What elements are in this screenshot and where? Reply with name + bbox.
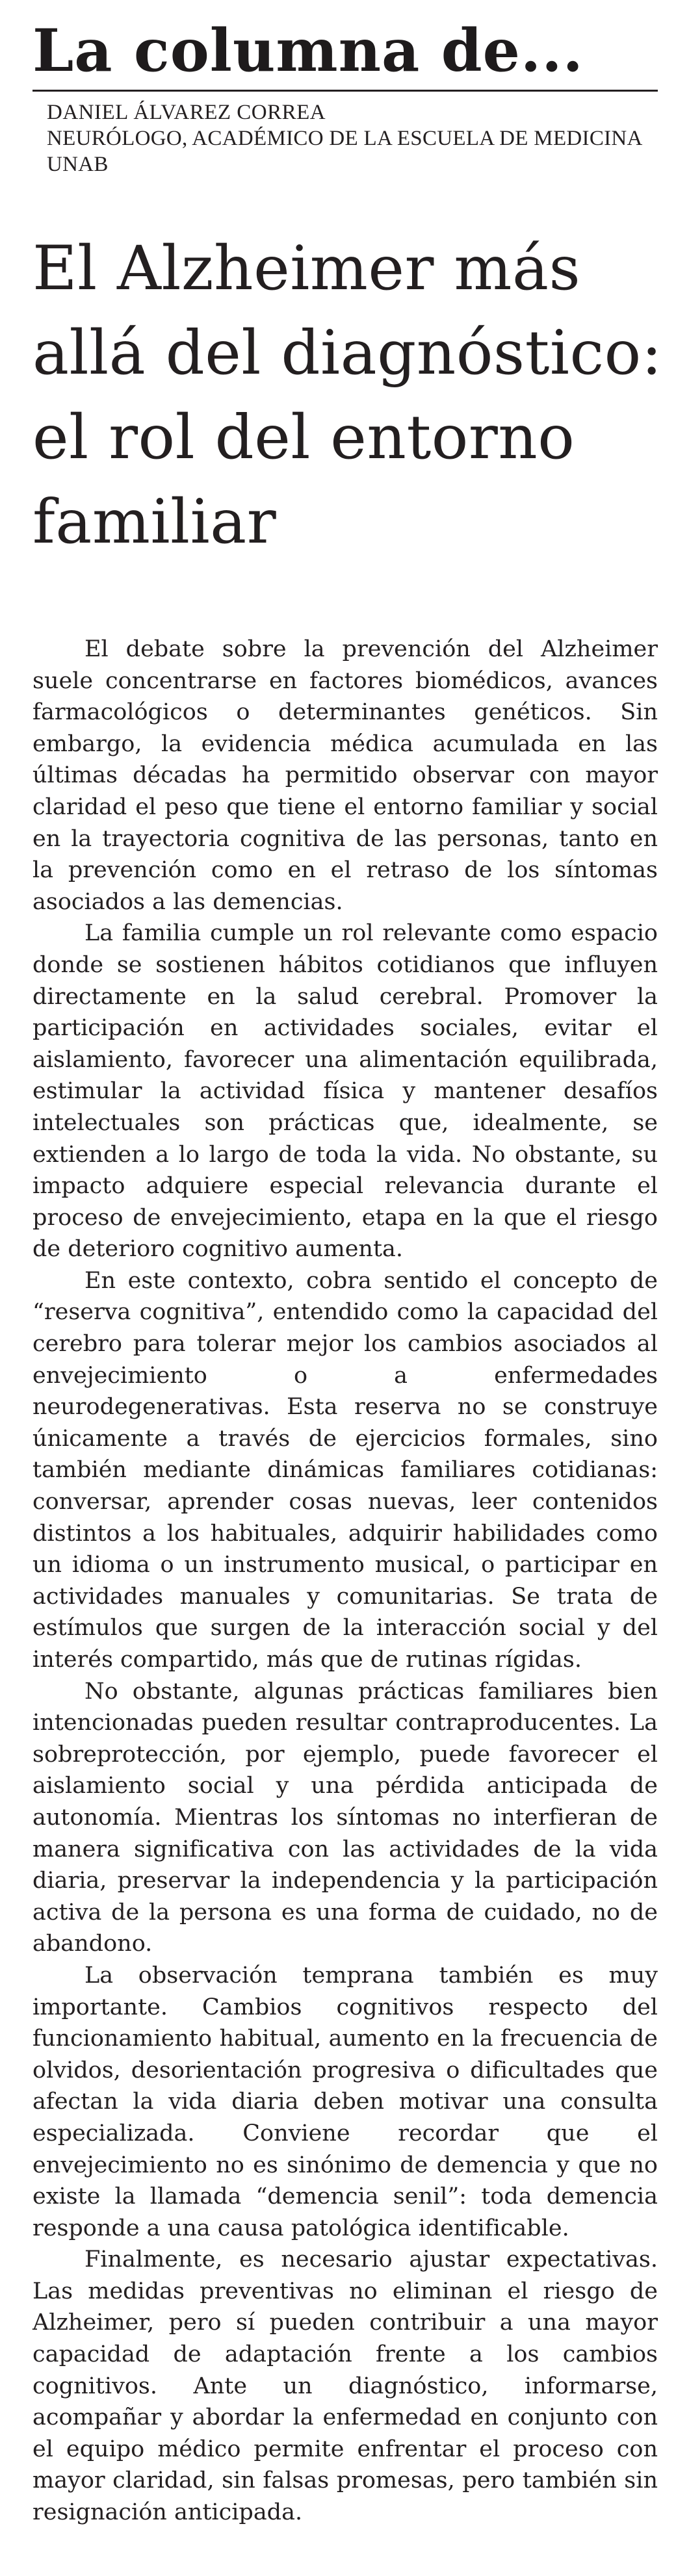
headline-line: familiar — [32, 487, 277, 558]
article-paragraph: La familia cumple un rol relevante como espacio donde se sostienen hábitos cotidianos que influyen directamente en la salud cerebral. Promover la participación en actividades sociales, evitar el aislamiento, favorecer una alimentación equilibrada, estimular la actividad física y mantener desafíos intelectuales son prácticas que, idealmente, se extienden a lo largo de toda la vida. No obstante, su impacto adquiere especial relevancia durante el proceso de envejecimiento, etapa en la que el riesgo de deterioro cognitivo aumenta. — [32, 920, 658, 1263]
author-affiliation: NEURÓLOGO, ACADÉMICO DE LA ESCUELA DE MEDICINA UNAB — [47, 127, 642, 176]
article-headline — [32, 227, 662, 565]
article-paragraph: No obstante, algunas prácticas familiares bien intencionadas pueden resultar contraproducentes. La sobreprotección, por ejemplo, puede favorecer el aislamiento social y una pérdida anticipada de autonomía. Mientras los síntomas no interfieran de manera significativa con las actividades de la vida diaria, preservar la independencia y la participación activa de la persona es una forma de cuidado, no de abandono. — [32, 1678, 658, 1957]
article-paragraph: En este contexto, cobra sentido el concepto de “reserva cognitiva”, entendido como la capacidad del cerebro para tolerar mejor los cambios asociados al envejecimiento o a enfermedades neurodegenerativas. Esta reserva no se construye únicamente a través de ejercicios formales, sino también mediante dinámicas familiares cotidianas: conversar, aprender cosas nuevas, leer contenidos distintos a los habituales, adquirir habilidades como un idioma o un instrumento musical, o participar en actividades manuales y comunitarias. Se trata de estímulos que surgen de la interacción social y del interés compartido, más que de rutinas rígidas. — [32, 1267, 658, 1673]
headline-line: el rol del entorno — [32, 402, 575, 473]
article-paragraph: La observación temprana también es muy importante. Cambios cognitivos respecto del funcionamiento habitual, aumento en la frecuencia de olvidos, desorientación progresiva o dificultades que afectan la vida diaria deben motivar una consulta especializada. Conviene recordar que el envejecimiento no es sinónimo de demencia y que no existe la llamada “demencia senil”: toda demencia responde a una causa patológica identificable. — [32, 1962, 658, 2241]
column-title: La columna de... — [32, 16, 584, 85]
title-divider — [32, 90, 658, 92]
headline-line: El Alzheimer más — [32, 233, 581, 304]
article-paragraph: El debate sobre la prevención del Alzheimer suele concentrarse en factores biomédicos, avances farmacológicos o determinantes genéticos. Sin embargo, la evidencia médica acumulada en las últimas décadas ha permitido observar con mayor claridad el peso que tiene el entorno familiar y social en la trayectoria cognitiva de las personas, tanto en la prevención como en el retraso de los síntomas asociados a las demencias. — [32, 636, 658, 915]
headline-line: allá del diagnóstico: — [32, 318, 662, 389]
author-name: DANIEL ÁLVAREZ CORREA — [47, 101, 326, 124]
article-paragraph: Finalmente, es necesario ajustar expectativas. Las medidas preventivas no eliminan el riesgo de Alzheimer, pero sí pueden contribuir a una mayor capacidad de adaptación frente a los cambios cognitivos. Ante un diagnóstico, informarse, acompañar y abordar la enfermedad en conjunto con el equipo médico permite enfrentar el proceso con mayor claridad, sin falsas promesas, pero también sin resignación anticipada. — [32, 2247, 658, 2526]
article-body — [32, 634, 658, 2529]
